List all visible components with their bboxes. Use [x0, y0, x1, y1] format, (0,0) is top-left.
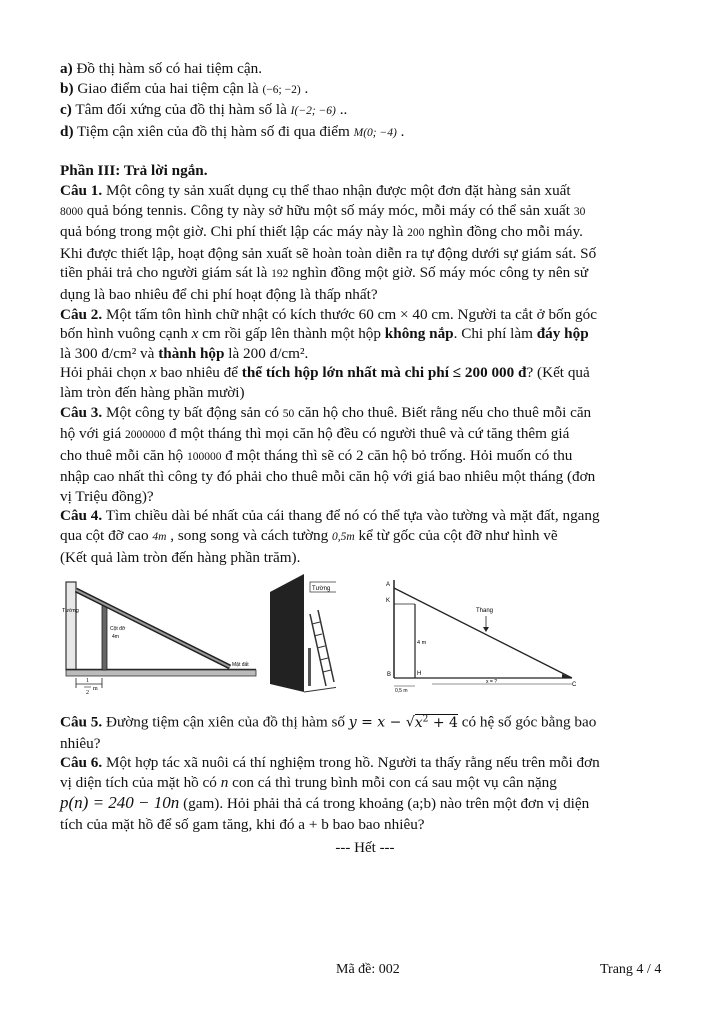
- ground-label: Mặt đất: [232, 662, 249, 669]
- q2-line: Câu 2. Một tấm tôn hình chữ nhật có kích thước 60 cm × 40 cm. Người ta cắt ở bốn góc: [60, 305, 597, 323]
- q2-line: Hỏi phải chọn x bao nhiêu để thể tích hộp lớn nhất mà chi phí ≤ 200 000 đ? (Kết quả: [60, 364, 590, 382]
- q1-line: Khi được thiết lập, hoạt động sản xuất sẽ hoàn toàn diễn ra tự động dưới sự giám sát. Số: [60, 244, 597, 262]
- ladder-geometry-diagram: [336, 574, 578, 696]
- pole-label: Cột đỡ: [110, 626, 126, 633]
- frac-numerator: 1: [86, 678, 89, 685]
- item-b: b) Giao điểm của hai tiệm cận là (−6; −2) .: [60, 79, 309, 97]
- q1-line: tiền phải trả cho người giám sát là 192 nghìn đồng một giờ. Số máy móc công ty nên sử: [60, 264, 589, 282]
- end-mark: --- Hết ---: [335, 840, 395, 856]
- q6-line: tích của mặt hồ để số gam tăng, khi đó a + b bao bao nhiêu?: [60, 816, 425, 834]
- q5-line: Câu 5. Đường tiệm cận xiên của đồ thị hàm số $y = x - √x^2 + 4$ có hệ số góc bằng bao: [60, 713, 597, 731]
- q3-line: vị Triệu đồng)?: [60, 487, 154, 505]
- point-a: A: [386, 582, 391, 589]
- q1-line: 8000 quả bóng tennis. Công ty này sở hữu một số máy móc, mỗi máy có thể sản xuất 30: [60, 201, 586, 219]
- q6-line: p(n) = 240 − 10n (gam). Hỏi phải thả cá trong khoảng (a;b) nào trên một đơn vị diện: [60, 793, 590, 813]
- item-c: c) Tâm đối xứng của đồ thị hàm số là I(−2; −6) ..: [60, 101, 348, 119]
- ladder-figure-1: [60, 574, 260, 700]
- page-content: [60, 59, 670, 835]
- point-b: B: [387, 672, 392, 679]
- q4-line: Câu 4. Tìm chiều dài bé nhất của cái thang để nó có thể tựa vào tường và mặt đất, ngang: [60, 507, 600, 525]
- page-number: Trang 4 / 4: [600, 962, 662, 977]
- pole-height-label: 4m: [112, 634, 119, 641]
- frac-unit: m: [93, 686, 98, 693]
- point-k: K: [386, 598, 391, 605]
- q1-line: quả bóng trong một giờ. Chi phí thiết lập các máy này là 200 nghìn đồng cho mỗi máy.: [60, 223, 583, 241]
- item-d: d) Tiệm cận xiên của đồ thị hàm số đi qua điểm M(0; −4) .: [60, 122, 405, 140]
- sqrt-sign: $√x^2 + 4$: [405, 714, 458, 731]
- point-h: H: [417, 671, 422, 678]
- ladder-label: Thang: [476, 608, 494, 615]
- q4-line: (Kết quả làm tròn đến hàng phần trăm).: [60, 548, 301, 566]
- q4-line: qua cột đỡ cao 4m , song song và cách tường 0,5m kể từ gốc của cột đỡ như hình vẽ: [60, 527, 558, 545]
- section-title: Phần III: Trả lời ngắn.: [60, 162, 208, 180]
- distance-label: 0,5 m: [395, 688, 408, 695]
- q1-line: Câu 1. Một công ty sản xuất dụng cụ thể thao nhận được một đơn đặt hàng sản xuất: [60, 181, 571, 199]
- q5-line: nhiêu?: [60, 734, 101, 752]
- q6-line: Câu 6. Một hợp tác xã nuôi cá thí nghiệm trong hồ. Người ta thấy rằng nếu trên mỗi đơn: [60, 754, 600, 772]
- wall-label-2: Tường: [312, 586, 331, 593]
- q2-line: làm tròn đến hàng phần mười): [60, 383, 245, 401]
- point-c: C: [572, 682, 577, 689]
- q3-line: nhập cao nhất thì công ty đó phải cho thuê mỗi căn hộ với giá bao nhiêu một tháng (đơn: [60, 468, 596, 486]
- q3-line: Câu 3. Một công ty bất động sản có 50 căn hộ cho thuê. Biết rằng nếu cho thuê mỗi căn: [60, 403, 592, 421]
- height-label: 4 m: [417, 640, 427, 647]
- q3-line: cho thuê mỗi căn hộ 100000 đ một tháng thì sẽ có 2 căn hộ bỏ trống. Hỏi muốn có thu: [60, 446, 573, 464]
- q2-line: là 300 đ/cm² và thành hộp là 200 đ/cm².: [60, 344, 309, 362]
- figure-row: [60, 574, 670, 700]
- item-a: a) Đồ thị hàm số có hai tiệm cận.: [60, 60, 263, 77]
- q1-line: dụng là bao nhiêu để chi phí hoạt động là thấp nhất?: [60, 285, 378, 303]
- x-label: x = ?: [486, 679, 497, 686]
- exam-code: Mã đề: 002: [336, 962, 400, 977]
- frac-denominator: 2: [86, 690, 89, 697]
- q6-line: vị diện tích của mặt hồ có n con cá thì trung bình mỗi con cá sau một vụ cân nặng: [60, 773, 557, 791]
- q2-line: bốn hình vuông cạnh x cm rồi gấp lên thành một hộp không nắp. Chi phí làm đáy hộp: [60, 325, 589, 343]
- q3-line: hộ với giá 2000000 đ một tháng thì mọi căn hộ đều có người thuê và cứ tăng thêm giá: [60, 425, 570, 443]
- wall-label: Tường: [62, 608, 79, 615]
